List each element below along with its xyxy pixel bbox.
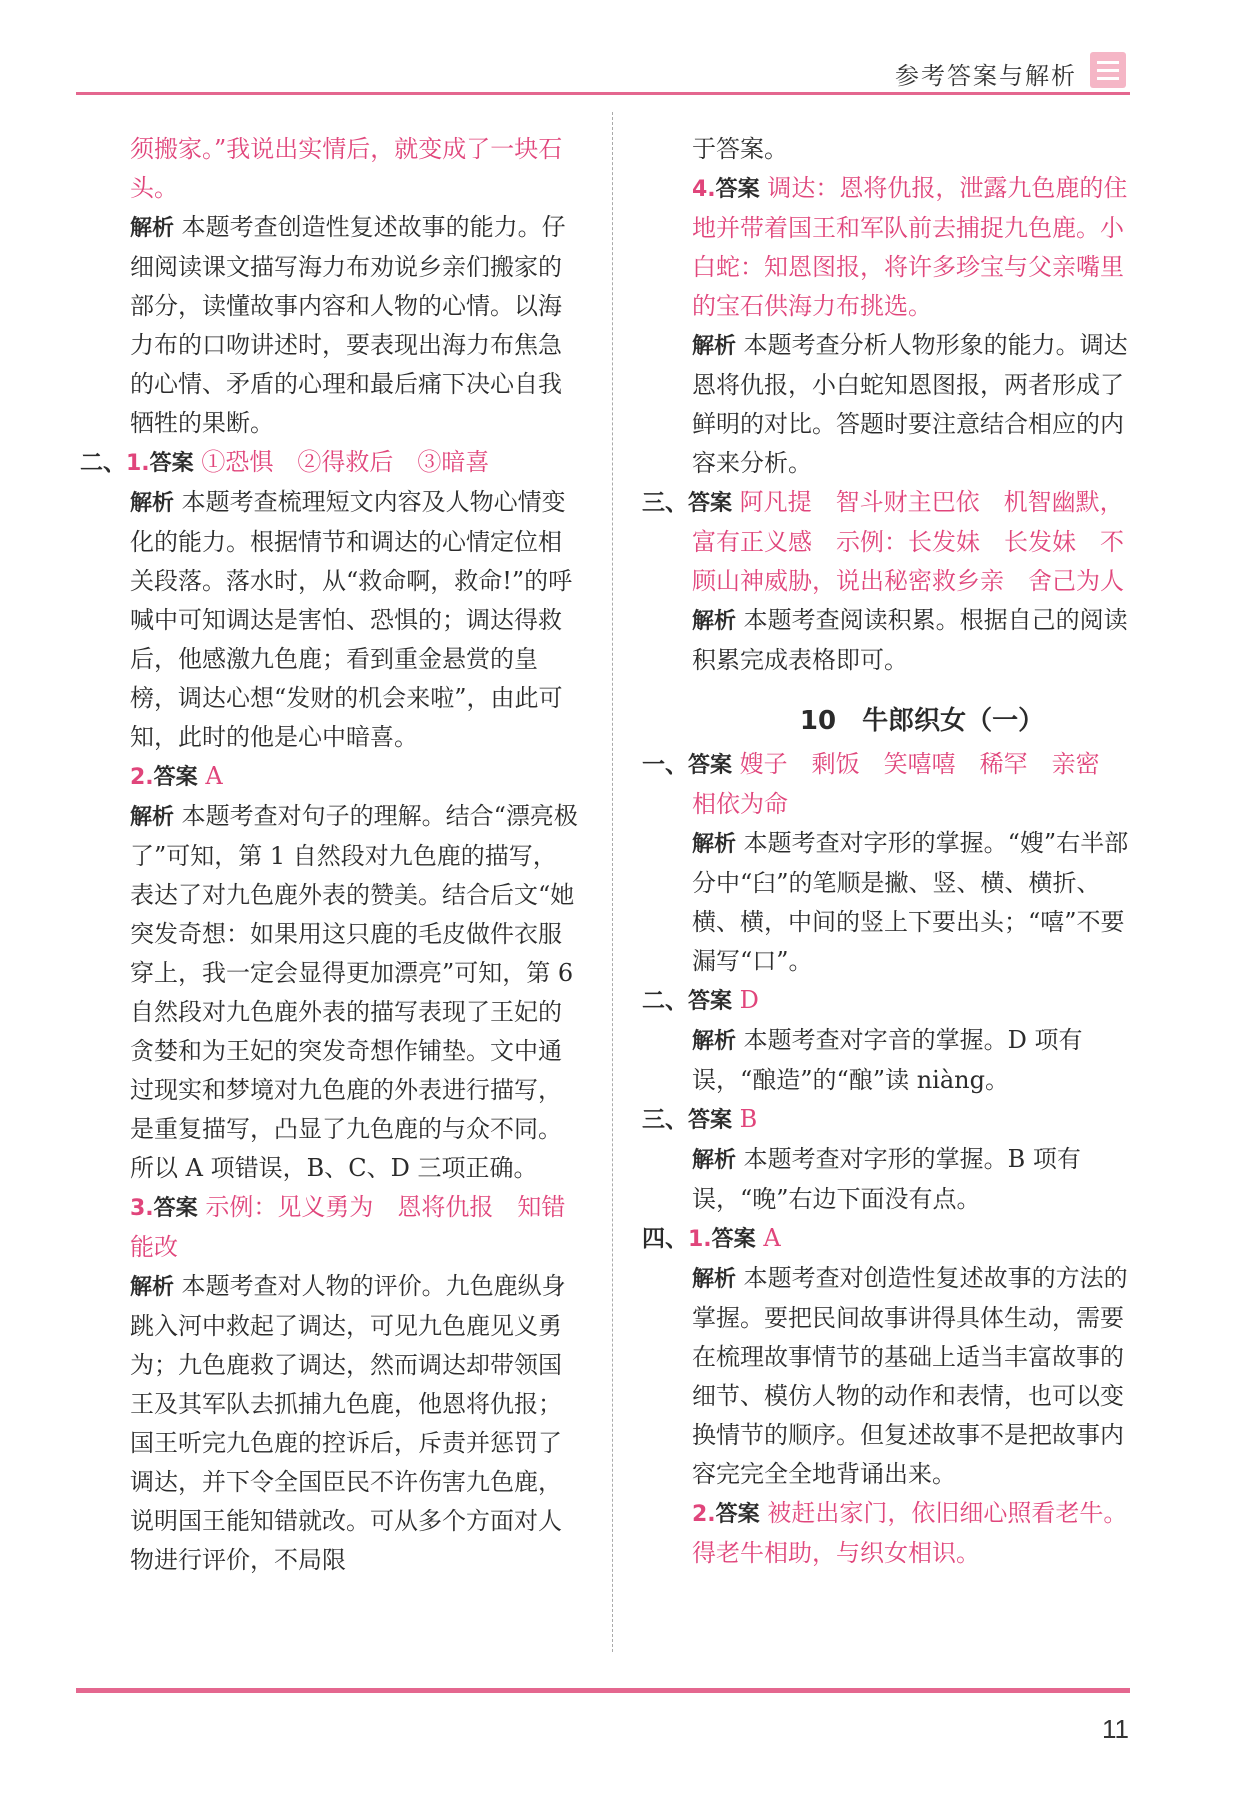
- page-number: 11: [1102, 1714, 1129, 1744]
- q4-answer: 4.答案 调达：恩将仇报，泄露九色鹿的住地并带着国王和军队前去捕捉九色鹿。小白蛇：知恩图报，将许多珍宝与父亲嘴里的宝石供海力布挑选。: [692, 174, 1128, 320]
- section-3-analysis: 解析 本题考查阅读积累。根据自己的阅读积累完成表格即可。: [692, 606, 1128, 674]
- header-rule: [76, 92, 1130, 95]
- header-title: 参考答案与解析: [895, 62, 1077, 90]
- section-3-answer: 三、答案 阿凡提 智斗财主巴依 机智幽默，富有正义感 示例：长发妹 长发妹 不顾山神威胁，说出秘密救乡亲 舍己为人: [642, 488, 1124, 595]
- lesson-s2-analysis: 解析 本题考查对字音的掌握。D 项有误，“酿造”的“酿”读 niàng。: [692, 1026, 1083, 1094]
- section-2-q1-answer: 二、1.答案 ①恐惧 ②得救后 ③暗喜: [80, 448, 490, 476]
- lesson-s3-analysis: 解析 本题考查对字形的掌握。B 项有误，“晚”右边下面没有点。: [692, 1145, 1081, 1213]
- continued-text: 于答案。: [692, 135, 788, 163]
- lesson-s1-analysis: 解析 本题考查对字形的掌握。“嫂”右半部分中“臼”的笔顺是撇、竖、横、横折、横、横，中间的竖上下要出头；“嘻”不要漏写“口”。: [692, 829, 1129, 975]
- lesson-s2-answer: 二、答案 D: [642, 986, 759, 1014]
- lesson-s3-answer: 三、答案 B: [642, 1105, 758, 1133]
- lesson-s4-q2-answer: 2.答案 被赶出家门，依旧细心照看老牛。得老牛相助，与织女相识。: [692, 1499, 1128, 1567]
- left-column: [80, 130, 580, 1580]
- footer-rule: [76, 1688, 1130, 1693]
- analysis-block: 解析 本题考查创造性复述故事的能力。仔细阅读课文描写海力布劝说乡亲们搬家的部分，读懂故事内容和人物的心情。以海力布的口吻讲述时，要表现出海力布焦急的心情、矛盾的心理和最后痛下决心自我牺牲的果断。: [130, 213, 566, 437]
- q2-answer: 2.答案 A: [130, 762, 223, 790]
- q2-analysis: 解析 本题考查对句子的理解。结合“漂亮极了”可知，第 1 自然段对九色鹿的描写，表达了对九色鹿外表的赞美。结合后文“她突发奇想：如果用这只鹿的毛皮做件衣服穿上，我一定会显得更加漂亮”可知，第 6 自然段对九色鹿外表的描写表现了王妃的贪婪和为王妃的突发奇想作铺垫。文中通过现实和梦境对九色鹿的外表进行描写，是重复描写，凸显了九色鹿的与众不同。所以 A 项错误，B、C、D 三项正确。: [130, 802, 578, 1182]
- q1-analysis: 解析 本题考查梳理短文内容及人物心情变化的能力。根据情节和调达的心情定位相关段落。落水时，从“救命啊，救命!”的呼喊中可知调达是害怕、恐惧的；调达得救后，他感激九色鹿；看到重金悬赏的皇榜，调达心想“发财的机会来啦”，由此可知，此时的他是心中暗喜。: [130, 488, 573, 751]
- q4-analysis: 解析 本题考查分析人物形象的能力。调达恩将仇报，小白蛇知恩图报，两者形成了鲜明的对比。答题时要注意结合相应的内容来分析。: [692, 331, 1128, 477]
- right-column: [642, 130, 1132, 1573]
- lesson-s1-answer: 一、答案 嫂子 剩饭 笑嘻嘻 稀罕 亲密 相依为命: [642, 750, 1124, 818]
- book-icon: [1090, 52, 1126, 88]
- q3-answer: 3.答案 示例：见义勇为 恩将仇报 知错能改: [130, 1193, 566, 1261]
- lesson-s4-q1-answer: 四、1.答案 A: [642, 1224, 781, 1252]
- lesson-title: 10 牛郎织女（一）: [799, 706, 1045, 736]
- column-divider: [612, 112, 613, 1652]
- continued-answer: 须搬家。”我说出实情后，就变成了一块石头。: [130, 135, 563, 202]
- lesson-s4-q1-analysis: 解析 本题考查对创造性复述故事的方法的掌握。要把民间故事讲得具体生动，需要在梳理故事情节的基础上适当丰富故事的细节、模仿人物的动作和表情，也可以变换情节的顺序。但复述故事不是把故事内容完完全全地背诵出来。: [692, 1264, 1128, 1488]
- q3-analysis: 解析 本题考查对人物的评价。九色鹿纵身跳入河中救起了调达，可见九色鹿见义勇为；九色鹿救了调达，然而调达却带领国王及其军队去抓捕九色鹿，他恩将仇报；国王听完九色鹿的控诉后，斥责并惩罚了调达，并下令全国臣民不许伤害九色鹿，说明国王能知错就改。可从多个方面对人物进行评价，不局限: [130, 1272, 566, 1574]
